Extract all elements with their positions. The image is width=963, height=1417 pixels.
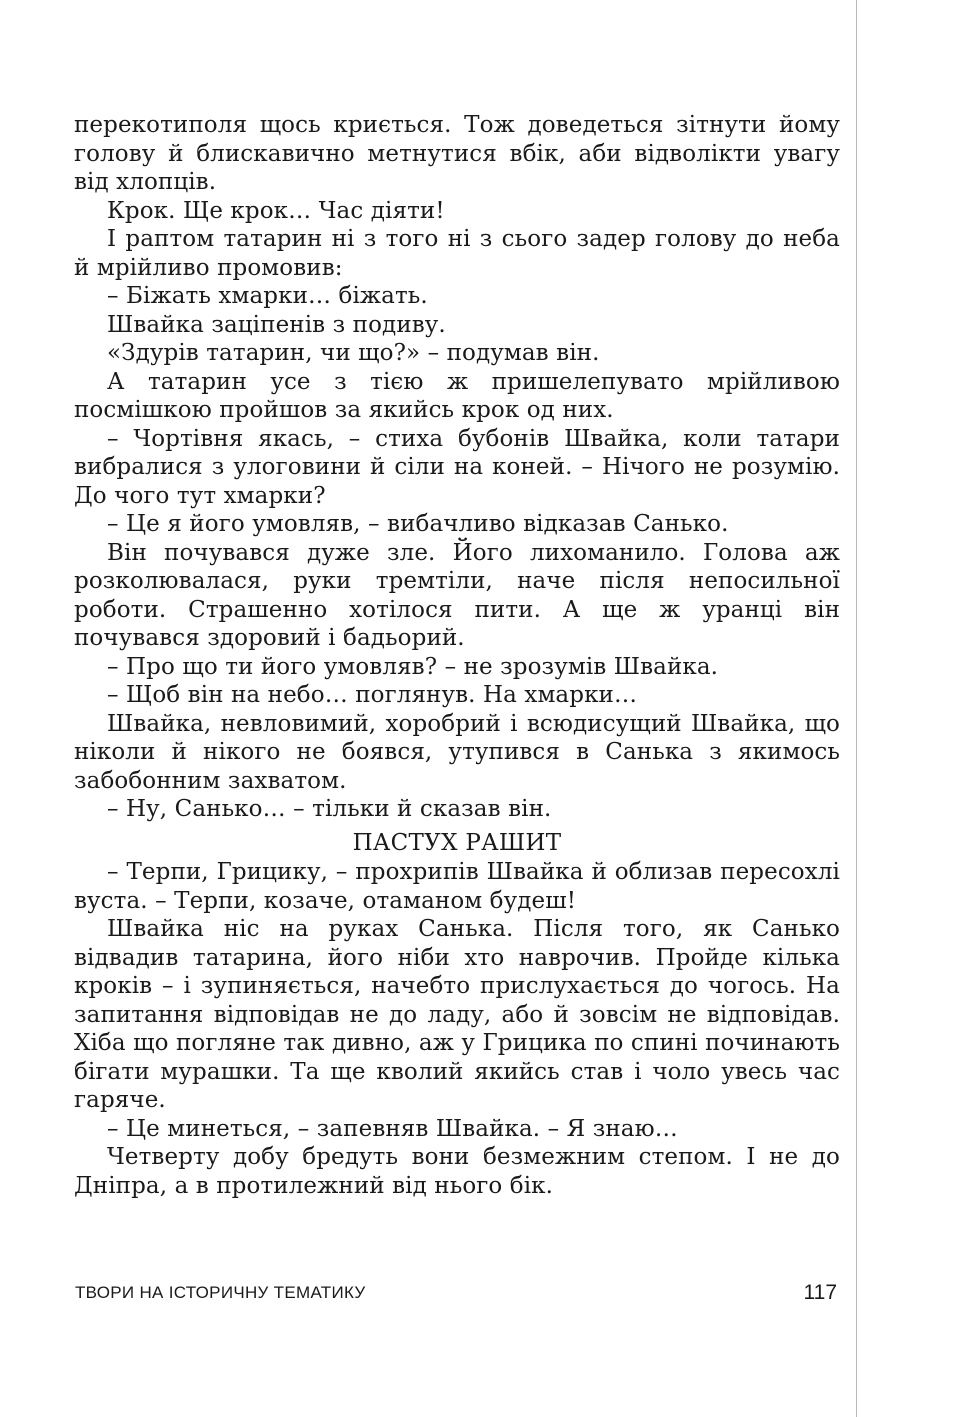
paragraph: Він почувався дуже зле. Його лихоманило. Голова аж розколювалася, руки тремтіли, наче після непосильної роботи. Страшенно хотілося пити. А ще ж уранці він почувався здоровий і бадьорий. (74, 539, 840, 651)
paragraph: Швайка, невловимий, хоробрий і всюдисущий Швайка, що ніколи й нікого не боявся, утупився в Санька з якимось забобонним захватом. (74, 710, 840, 794)
paragraph: Швайка ніс на руках Санька. Після того, як Санько відвадив татарина, його ніби хто наврочив. Пройде кілька кроків – і зупиняється, начебто прислухається до чогось. На запитання відповідав не до ладу, або й зовсім не відповідав. Хіба що погляне так дивно, аж у Грицика по спині починають бігати мурашки. Та ще кволий якийсь став і чоло увесь час гаряче. (74, 916, 840, 1113)
running-footer-title: ТВОРИ НА ІСТОРИЧНУ ТЕМАТИКУ (75, 1283, 366, 1302)
paragraph: А татарин усе з тією ж пришелепувато мрійливою посмішкою пройшов за якийсь крок од них. (74, 368, 840, 423)
paragraph: «Здурів татарин, чи що?» – подумав він. (107, 340, 600, 366)
paragraph: І раптом татарин ні з того ні з сього задер голову до неба й мрійливо промовив: (74, 226, 840, 281)
paragraph: – Терпи, Грицику, – прохрипів Швайка й облизав пересохлі вуста. – Терпи, козаче, отаманом будеш! (74, 859, 840, 914)
page-edge-rule (856, 0, 857, 1417)
paragraph: – Біжать хмарки… біжать. (107, 283, 428, 309)
page-number: 117 (803, 1281, 837, 1304)
section-heading: ПАСТУХ РАШИТ (352, 829, 562, 856)
paragraph: – Ну, Санько… – тільки й сказав він. (107, 796, 552, 822)
paragraph: – Це я його умовляв, – вибачливо відказав Санько. (107, 511, 729, 537)
paragraph: – Це минеться, – запевняв Швайка. – Я знаю… (107, 1115, 678, 1142)
paragraph: Швайка заціпенів з подиву. (107, 311, 446, 338)
paragraph: Четверту добу бредуть вони безмежним степом. І не до Дніпра, а в протилежний від нього бік. (74, 1144, 840, 1199)
paragraph: перекотиполя щось криється. Тож доведеться зітнути йому голову й блискавично метнутися вбік, аби відволікти увагу від хлопців. (74, 112, 840, 195)
paragraph: – Чортівня якась, – стиха бубонів Швайка, коли татари вибралися з улоговини й сіли на коней. – Нічого не розумію. До чого тут хмарки? (74, 425, 840, 509)
page-body-text (74, 111, 840, 1200)
paragraph: – Щоб він на небо… поглянув. На хмарки… (107, 682, 638, 708)
paragraph: Крок. Ще крок… Час діяти! (107, 197, 445, 224)
paragraph: – Про що ти його умовляв? – не зрозумів Швайка. (107, 653, 719, 680)
